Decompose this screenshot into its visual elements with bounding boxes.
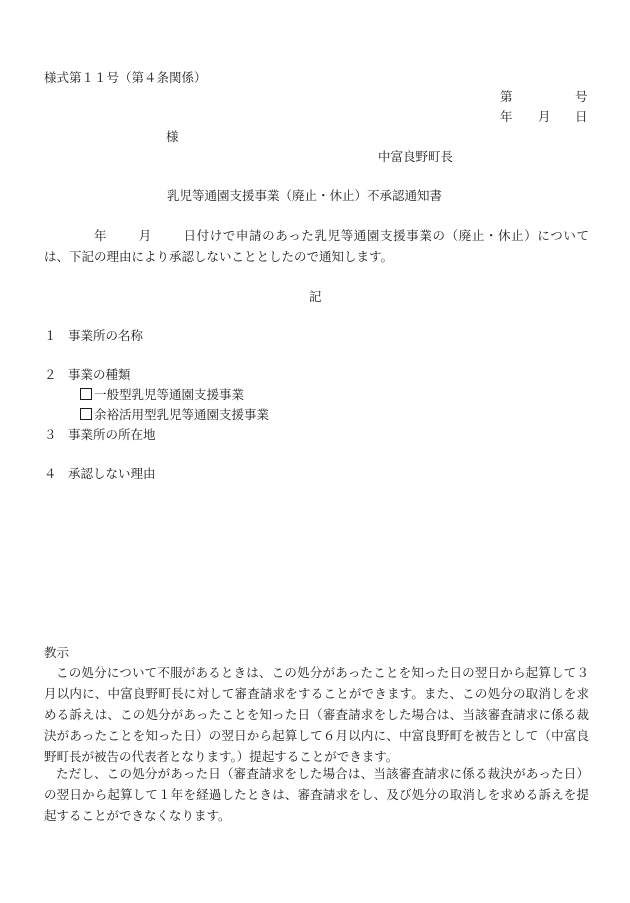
item-1 [44,328,143,343]
date-day: 日 [575,109,588,124]
item-label: 承認しない理由 [68,466,156,481]
form-number: 様式第１１号（第４条関係） [44,70,207,85]
item-label: 事業の種類 [68,367,131,382]
notice-paragraph-1: この処分について不服があるときは、この処分があったことを知った日の翌日から起算して３月以内に、中富良野町長に対して審査請求をすることができます。また、この処分の取消しを求める訴えは、この処分があったことを知った日（審査請求をした場合は、当該審査請求に係る裁決があったことを知った日）の翌日から起算して６月以内に、中富良野町を被告として（中富良野町長が被告の代表者となります。）提起することができます。 [44,665,589,764]
option-label: 余裕活用型乳児等通園支援事業 [94,407,270,422]
intro-text: 日付けで申請のあった乳児等通園支援事業の（廃止・休止）については、下記の理由により承認しないこととしたので通知します。 [44,228,589,264]
doc-number-prefix: 第 [500,89,513,104]
item-4 [44,466,156,481]
item-number: ４ [44,466,57,481]
item-label: 事業所の名称 [68,328,144,343]
issuer-name: 中富良野町長 [378,149,454,164]
date-month: 月 [538,109,551,124]
option-label: 一般型乳児等通園支援事業 [94,387,245,402]
intro-month: 月 [138,228,152,243]
date-year: 年 [500,109,513,124]
intro-paragraph [44,225,589,267]
item-number: ３ [44,427,57,442]
notice-paragraph-2: ただし、この処分があった日（審査請求をした場合は、当該審査請求に係る裁決があった日）の翌日から起算して１年を経過したときは、審査請求をし、及び処分の取消しを求める訴えを提起することができなくなります。 [44,766,589,823]
doc-number-suffix: 号 [575,89,588,104]
addressee-honorific: 様 [166,129,179,144]
item-3 [44,427,156,442]
checkbox[interactable] [80,408,92,420]
intro-year: 年 [94,228,108,243]
item-2 [44,367,131,382]
notice-heading: 教示 [44,645,70,660]
document-title: 乳児等通園支援事業（廃止・休止）不承認通知書 [167,188,443,203]
ki-heading: 記 [309,289,322,304]
item-number: ２ [44,367,57,382]
item-number: １ [44,328,57,343]
item-label: 事業所の所在地 [68,427,156,442]
option-general [80,387,244,402]
checkbox[interactable] [80,388,92,400]
option-surplus [80,407,269,422]
